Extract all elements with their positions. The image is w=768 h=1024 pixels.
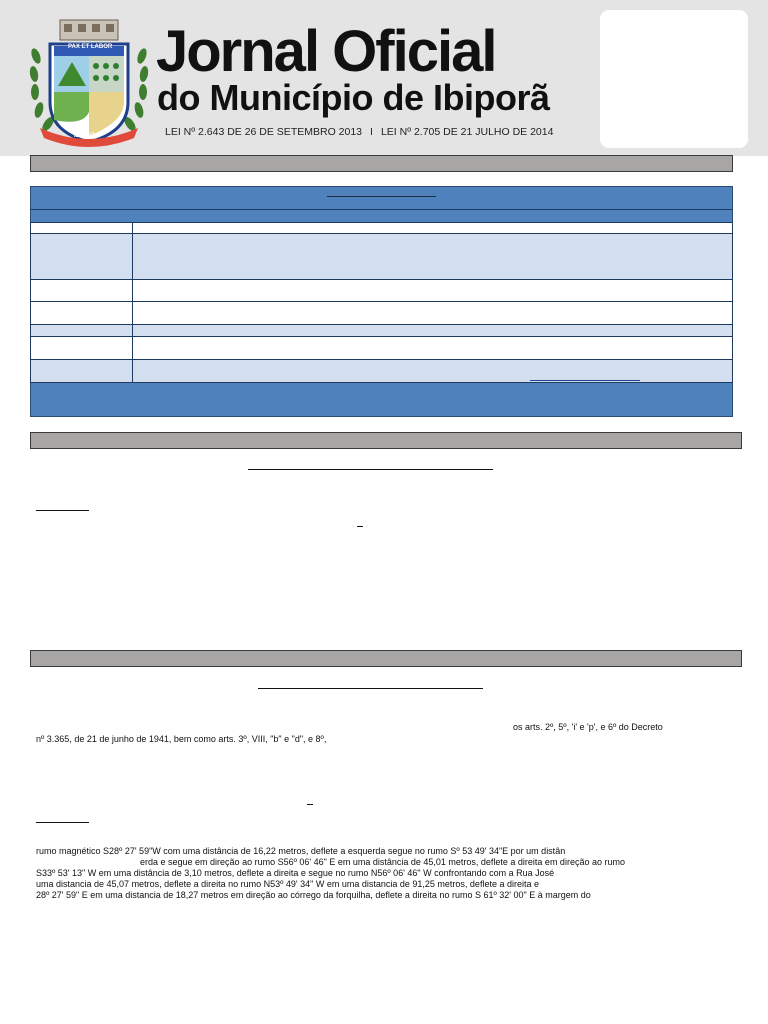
info-table-row-2 (30, 233, 733, 280)
act-label-underline-2 (36, 822, 89, 823)
boundary-description-line-1: rumo magnético S28º 27' 59"W com uma distância de 16,22 metros, deflete a esquerda segue no rumo Sº 53 49' 34"E por um distân (36, 846, 566, 856)
info-table-link-underline[interactable] (530, 380, 640, 381)
law-reference-1: LEI Nº 2.643 DE 26 DE SETEMBRO 2013 (165, 126, 363, 138)
boundary-description-line-5: 28º 27' 59" E em uma distancia de 18,27 metros em direção ao córrego da forquilha, deflete a direita no rumo S 61º 32' 00" E à margem do (36, 890, 591, 900)
info-table-row-4 (30, 301, 733, 325)
crest-motto: PAX ET LABOR (68, 44, 113, 50)
section-bar-3 (30, 650, 742, 667)
decree-reference-text: os arts. 2º, 5º, 'i' e 'p', e 6º do Decreto (513, 722, 663, 732)
section-bar-2 (30, 432, 742, 449)
law-separator: I (370, 126, 373, 138)
edition-info-box (600, 10, 748, 148)
info-table-row-6 (30, 336, 733, 360)
info-table-heading-underline (327, 196, 436, 197)
boundary-description-line-3: S33º 53' 13" W em uma distância de 3,10 metros, deflete a direita e segue no rumo N56º 06' 46" W confrontando com a Rua José (36, 868, 555, 878)
boundary-description-line-4: uma distancia de 45,07 metros, deflete a direita no rumo N53º 49' 34" W em uma distancia de 91,25 metros, deflete a direita e (36, 879, 539, 889)
decree-reference-text-2: nº 3.365, de 21 de junho de 1941, bem como arts. 3º, VIII, "b" e "d", e 8º, (36, 734, 327, 744)
boundary-description-line-2: erda e segue em direção ao rumo S56º 06' 46" E em uma distância de 45,01 metros, deflete a direita em direção ao rumo (140, 857, 625, 867)
act-mark-1 (357, 526, 363, 527)
act-mark-2 (307, 804, 313, 805)
act-title-underline-2 (258, 688, 483, 689)
crest-ribbon: IBIPORÃ (74, 133, 95, 139)
journal-subtitle: do Município de Ibiporã (157, 77, 550, 118)
act-title-underline-1 (248, 469, 493, 470)
municipal-crest-logo (26, 16, 152, 150)
act-label-underline-1 (36, 510, 89, 511)
law-reference-2: LEI Nº 2.705 DE 21 JULHO DE 2014 (380, 126, 554, 138)
law-references (165, 126, 553, 138)
info-table-row-3 (30, 279, 733, 302)
info-table-divider (30, 209, 733, 210)
section-bar-1 (30, 155, 733, 172)
journal-title: Jornal Oficial (156, 19, 496, 84)
